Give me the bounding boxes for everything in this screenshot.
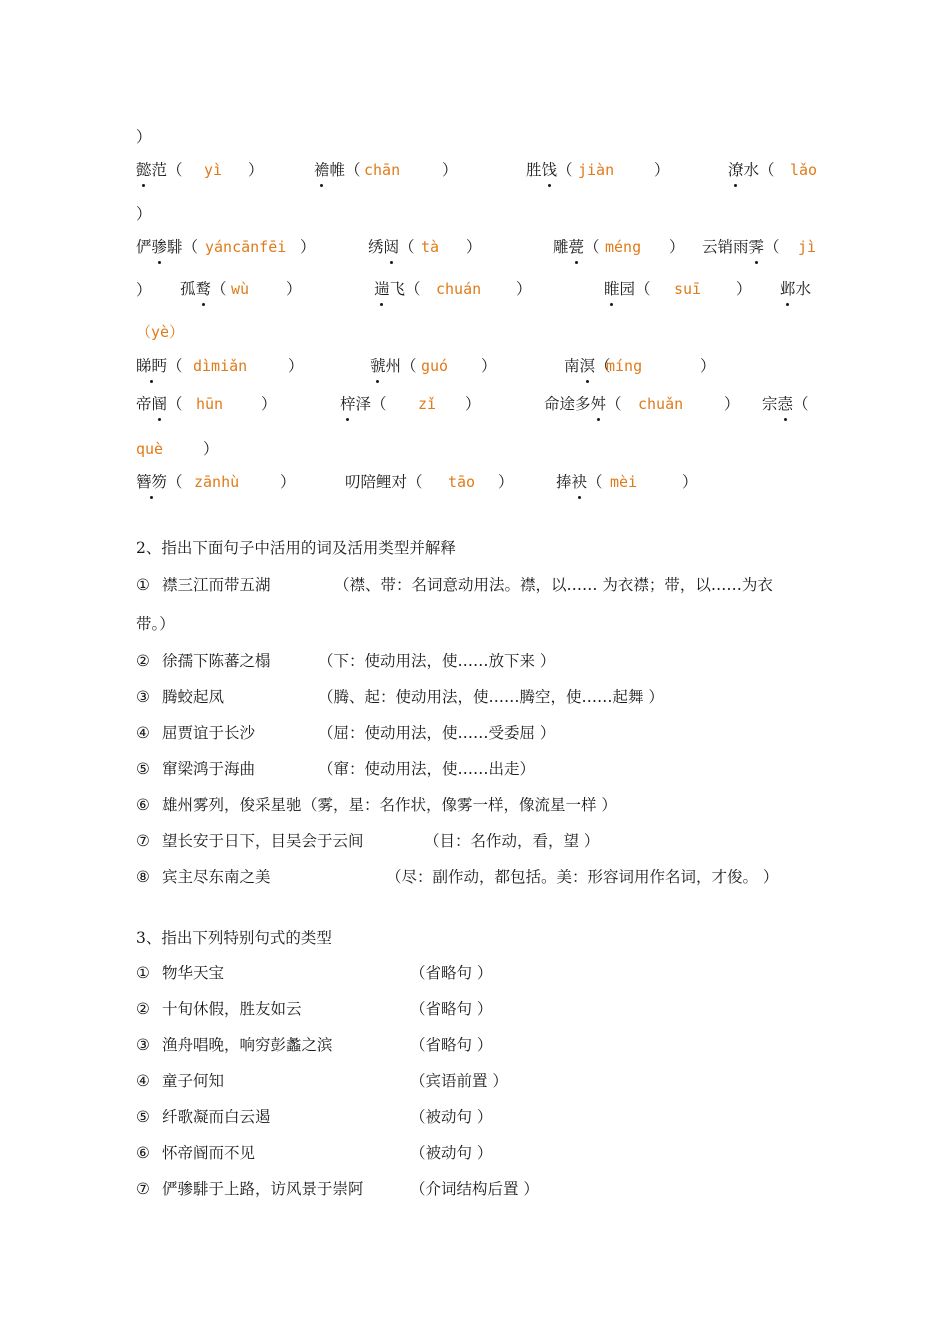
pronunciation-item [136,160,183,180]
pronunciation-item [544,394,622,414]
close-paren: ） [466,238,482,256]
word-prefix: 命途多 [544,395,591,413]
pronunciation-item [136,472,183,492]
item-number: ⑦ [136,1180,150,1198]
pinyin-answer: tà [421,238,440,256]
word-prefix: 云销雨 [702,238,749,256]
word-prefix: 孤 [180,280,196,298]
pronunciation-item [136,356,183,376]
pronunciation-item [556,472,603,492]
example-sentence: 窜梁鸿于海曲 [162,760,256,778]
sentence-type: （介词结构后置 ） [410,1180,539,1198]
example-sentence: 雄州雾列，俊采星驰 [162,796,302,814]
usage-note: （雾，星：名作状，像雾一样，像流星一样 ） [302,796,617,814]
close-paren: ） [481,357,497,375]
dotted-character: 袂 [571,473,588,491]
close-paren: ） [465,395,481,413]
word-prefix: 宗 [762,395,778,413]
dotted-character: 溟 [579,357,596,375]
pinyin-wrap-que: què [136,440,164,458]
item-number: ④ [136,1072,150,1090]
example-sentence: 俨骖騑于上路，访风景于崇阿 [162,1180,364,1198]
pinyin-answer: jì [798,238,817,256]
close-paren: ） [286,280,302,298]
close-paren: ） [654,161,670,179]
dotted-character: 睇眄 [136,357,168,375]
word-suffix: （ [167,357,183,375]
word-prefix: 胜 [526,161,542,179]
pinyin-answer: hūn [196,395,224,413]
dotted-character: 霁 [748,238,765,256]
example-sentence: 物华天宝 [162,964,225,982]
pinyin-answer: tāo [448,473,476,491]
word-prefix: 捧 [556,473,572,491]
item-number: ⑦ [136,832,150,850]
pronunciation-item [564,356,611,376]
dotted-character: 俨骖騑 [136,238,183,256]
close-paren: ） [248,161,264,179]
pronunciation-item [345,472,423,492]
close-paren: ） [682,473,698,491]
dotted-character: 虢 [370,357,386,375]
dotted-character: 悫 [777,395,794,413]
example-sentence: 渔舟唱晚，响穷彭蠡之滨 [162,1036,333,1054]
word-suffix: （ [211,280,227,298]
usage-note: （尽：副作动，都包括。美：形容词用作名词，才俊。 ） [386,868,779,886]
usage-note: （目：名作动，看，望 ） [424,832,600,850]
pinyin-answer: suī [674,280,702,298]
pinyin-answer: chān [364,161,401,179]
pronunciation-item [314,160,361,180]
item-number: ① [136,576,150,594]
pinyin-answer: lǎo [790,161,818,179]
dotted-character: 睢 [604,280,620,298]
example-sentence: 徐孺下陈蕃之榻 [162,652,271,670]
example-sentence: 十旬休假，胜友如云 [162,1000,302,1018]
example-sentence: 纤歌凝而白云遏 [162,1108,271,1126]
item-number: ④ [136,724,150,742]
pinyin-answer: wù [231,280,250,298]
pronunciation-item [780,279,811,299]
dotted-character: 饯 [541,161,558,179]
word-suffix: 园（ [619,280,651,298]
example-sentence: 怀帝阍而不见 [162,1144,256,1162]
word-suffix: （ [167,395,183,413]
word-suffix: （ [557,161,573,179]
example-sentence: 宾主尽东南之美 [162,868,271,886]
pronunciation-item [728,160,775,180]
item-number: ⑧ [136,868,150,886]
pinyin-answer: yì [204,161,223,179]
section2-heading: 2、指出下面句子中活用的词及活用类型并解释 [136,539,456,557]
pronunciation-item [136,237,198,257]
close-paren: ） [516,280,532,298]
usage-note: （下：使动用法，使……放下来 ） [318,652,556,670]
item-number: ⑤ [136,1108,150,1126]
word-suffix: （ [587,473,603,491]
close-paren: ） [442,161,458,179]
dotted-character: 簪笏 [136,473,168,491]
word-prefix: 叨陪鲤对（ [345,473,423,491]
pinyin-answer: chuǎn [638,395,684,413]
pinyin-answer: guó [421,357,449,375]
section3-heading: 3、指出下列特别句式的类型 [136,929,332,947]
pronunciation-item [340,394,387,414]
dotted-character: 甍 [568,238,585,256]
dotted-character: 襜 [314,161,330,179]
close-paren: ） [724,395,740,413]
pinyin-answer: jiàn [578,161,615,179]
pinyin-answer: míng [606,357,643,375]
pronunciation-item [702,237,780,257]
example-sentence: 童子何知 [162,1072,225,1090]
word-suffix: 水 [795,280,812,298]
word-suffix: （ [595,357,611,375]
pronunciation-item [368,237,415,257]
wrap-close-paren: ） [203,440,219,458]
example-sentence: 望长安于日下，目吴会于云间 [162,832,364,850]
pinyin-answer: zānhù [194,473,240,491]
item-number: ⑥ [136,1144,150,1162]
usage-note: （屈：使动用法，使……受委屈 ） [318,724,556,742]
pinyin-answer: dìmiǎn [193,357,248,375]
word-suffix: （ [606,395,622,413]
pinyin-answer: mèi [610,473,638,491]
word-suffix: （ [167,473,183,491]
usage-note: （窜：使动用法，使……出走） [318,760,536,778]
pinyin-wrap-ye: （yè） [136,323,185,341]
dotted-character: 邺 [780,280,796,298]
pronunciation-item [762,394,809,414]
sentence-type: （省略句 ） [410,1036,493,1054]
close-paren: ） [261,395,277,413]
word-prefix: 绣 [368,238,384,256]
word-prefix: 南 [564,357,580,375]
sentence-type: （被动句 ） [410,1144,493,1162]
close-paren: ） [498,473,514,491]
pinyin-answer: zǐ [418,395,437,413]
example-sentence: 襟三江而带五湖 [162,576,271,594]
sentence-type: （省略句 ） [410,964,493,982]
word-suffix: 帷（ [329,161,361,179]
item-number: ① [136,964,150,982]
pronunciation-item [370,356,417,376]
sentence-type: （被动句 ） [410,1108,493,1126]
wrap-close-paren: ） [136,281,152,299]
pronunciation-item [604,279,651,299]
dotted-character: 鹜 [195,280,212,298]
pinyin-answer: méng [605,238,642,256]
sentence-type: （宾语前置 ） [410,1072,508,1090]
pronunciation-item [553,237,600,257]
item-number: ② [136,1000,150,1018]
item-number: ③ [136,1036,150,1054]
word-suffix: （ [182,238,199,256]
item-number: ⑥ [136,796,150,814]
word-suffix: （ [399,238,415,256]
word-suffix: 泽（ [355,395,387,413]
word-suffix: 水（ [743,161,775,179]
word-prefix: 雕 [553,238,569,256]
dotted-character: 梓 [340,395,356,413]
dotted-character: 遄 [374,280,390,298]
usage-note: （腾、起：使动用法，使……腾空，使……起舞 ） [318,688,664,706]
dotted-character: 闼 [383,238,400,256]
pinyin-answer: yáncānfēi [205,238,287,256]
dotted-character: 潦 [728,161,744,179]
stray-close-paren: ） [136,128,152,146]
example-sentence: 腾蛟起凤 [162,688,225,706]
word-suffix: （ [764,238,780,256]
pronunciation-item [526,160,573,180]
close-paren: ） [669,238,685,256]
usage-note: （襟、带：名词意动用法。襟，以…… 为衣襟；带，以……为衣 [334,576,773,594]
word-suffix: （ [793,395,809,413]
example-sentence: 屈贾谊于长沙 [162,724,256,742]
word-suffix: 州（ [385,357,417,375]
close-paren: ） [300,238,316,256]
word-prefix: 帝 [136,395,152,413]
pronunciation-item [374,279,421,299]
item-number: ⑤ [136,760,150,778]
dotted-character: 阍 [151,395,168,413]
close-paren: ） [280,473,296,491]
close-paren: ） [700,357,716,375]
pinyin-answer: chuán [436,280,482,298]
sentence-type: （省略句 ） [410,1000,493,1018]
word-suffix: 范（ [151,161,183,179]
word-suffix: 飞（ [389,280,421,298]
dotted-character: 舛 [590,395,607,413]
close-paren: ） [288,357,304,375]
item-number: ③ [136,688,150,706]
pronunciation-item [136,394,183,414]
wrap-close-paren: ） [136,205,152,223]
close-paren: ） [736,280,752,298]
dotted-character: 懿 [136,161,152,179]
item-number: ② [136,652,150,670]
pronunciation-item [180,279,227,299]
word-suffix: （ [584,238,600,256]
usage-note-continued: 带。） [136,615,175,633]
